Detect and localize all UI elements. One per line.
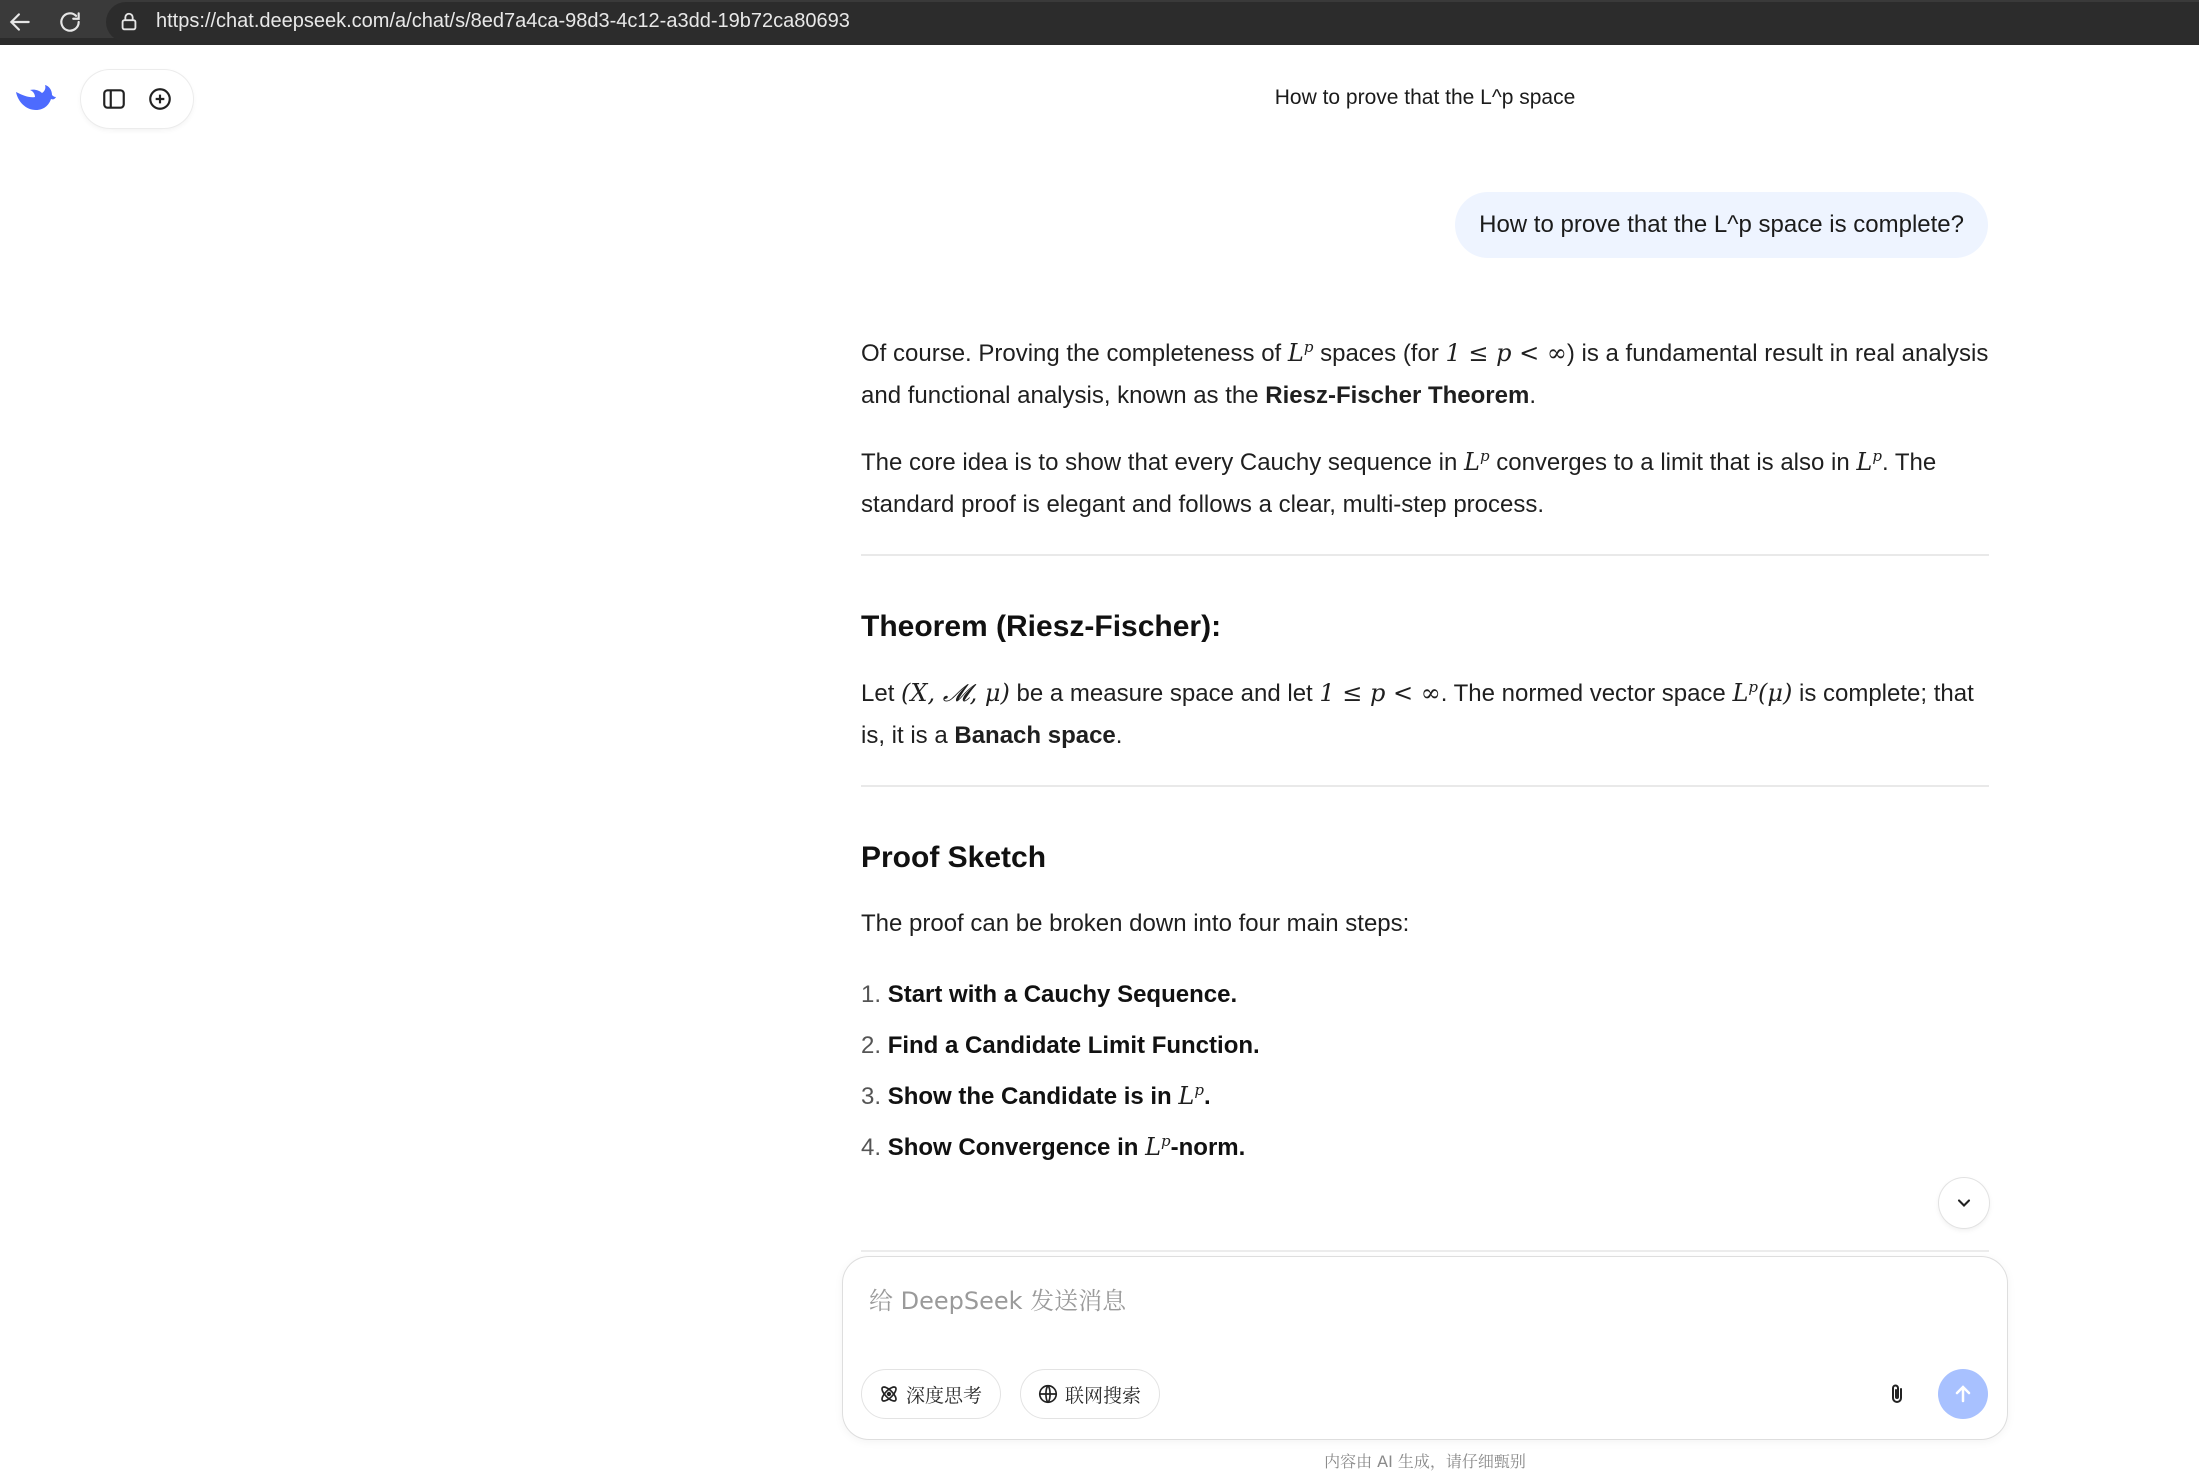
address-bar[interactable]: [106, 2, 2199, 42]
proof-steps-list: [861, 969, 1989, 1173]
user-message: How to prove that the L^p space is complete?: [1455, 192, 1988, 258]
atom-icon: [878, 1383, 900, 1405]
browser-toolbar: [0, 0, 2199, 45]
assistant-answer: [861, 332, 1989, 1173]
chat-title: How to prove that the L^p space: [1274, 86, 1576, 109]
deep-think-label: 深度思考: [906, 1384, 983, 1407]
list-item: 4. Show Convergence in $L^p$-norm.: [861, 1132, 1246, 1161]
section-divider: [861, 785, 1989, 787]
list-item: 3. Show the Candidate is in $L^p$.: [861, 1081, 1211, 1110]
bold-text: Banach space: [954, 722, 1116, 749]
reload-icon: [57, 9, 83, 35]
proof-intro: The proof can be broken down into four main steps:: [861, 910, 1410, 937]
deep-think-button[interactable]: [861, 1369, 1001, 1419]
sidebar-controls: [81, 70, 193, 128]
chevron-down-icon: [1954, 1193, 1974, 1213]
new-chat-button[interactable]: [140, 79, 180, 119]
answer-paragraph: The core idea is to show that every Cauchy sequence in $L^p$ converges to a limit that is also in $L^p$. The standard proof is elegant and follows a clear, multi-step process.: [861, 447, 1937, 518]
arrow-up-icon: [1951, 1382, 1975, 1406]
proof-heading: Proof Sketch: [861, 841, 1047, 874]
math-inline: $L^p(\mu)$: [1732, 678, 1793, 707]
list-item: 1. Start with a Cauchy Sequence.: [861, 981, 1238, 1008]
send-button[interactable]: [1938, 1369, 1988, 1419]
sidebar-icon: [101, 86, 127, 112]
message-composer: [843, 1257, 2007, 1439]
url-text: https://chat.deepseek.com/a/chat/s/8ed7a4ca-98d3-4c12-a3dd-19b72ca80693: [156, 10, 850, 32]
theorem-heading: Theorem (Riesz-Fischer):: [861, 610, 1222, 643]
globe-icon: [1037, 1383, 1059, 1405]
math-inline: 1 ≤ p < ∞: [1319, 679, 1441, 707]
answer-paragraph: Of course. Proving the completeness of $L^p$ spaces (for 1 ≤ p < ∞) is a fundamental result in real analysis and functional analysis, known as the Riesz-Fischer Theorem.: [861, 338, 1989, 409]
math-inline: $L^p$: [1287, 338, 1314, 367]
arrow-left-icon: [7, 9, 33, 35]
section-divider: [861, 554, 1989, 556]
toggle-sidebar-button[interactable]: [94, 79, 134, 119]
theorem-statement: Let (X, 𝓜, μ) be a measure space and let 1 ≤ p < ∞. The normed vector space $L^p(\mu)$ is complete; that is, it is a Banach space.: [861, 678, 1974, 749]
list-item: 2. Find a Candidate Limit Function.: [861, 1032, 1260, 1059]
back-button[interactable]: [0, 4, 40, 40]
bold-text: Riesz-Fischer Theorem: [1265, 382, 1530, 409]
reload-button[interactable]: [50, 4, 90, 40]
scroll-to-bottom-button[interactable]: [1939, 1178, 1989, 1228]
attach-button[interactable]: [1878, 1375, 1916, 1413]
paperclip-icon: [1885, 1381, 1909, 1407]
lock-icon: [118, 11, 140, 33]
math-inline: $L^p$: [1856, 447, 1882, 476]
content-divider: [861, 1250, 1989, 1252]
deepseek-logo-icon[interactable]: [12, 78, 58, 118]
math-inline: $L^p$: [1464, 447, 1490, 476]
ai-disclaimer: 内容由 AI 生成，请仔细甄别: [1324, 1452, 1526, 1471]
web-search-button[interactable]: [1020, 1369, 1160, 1419]
web-search-label: 联网搜索: [1065, 1384, 1142, 1407]
message-input[interactable]: [869, 1281, 1969, 1321]
plus-circle-icon: [147, 86, 173, 112]
math-inline: (X, 𝓜, μ): [901, 679, 1010, 707]
math-inline: 1 ≤ p < ∞: [1445, 339, 1567, 367]
